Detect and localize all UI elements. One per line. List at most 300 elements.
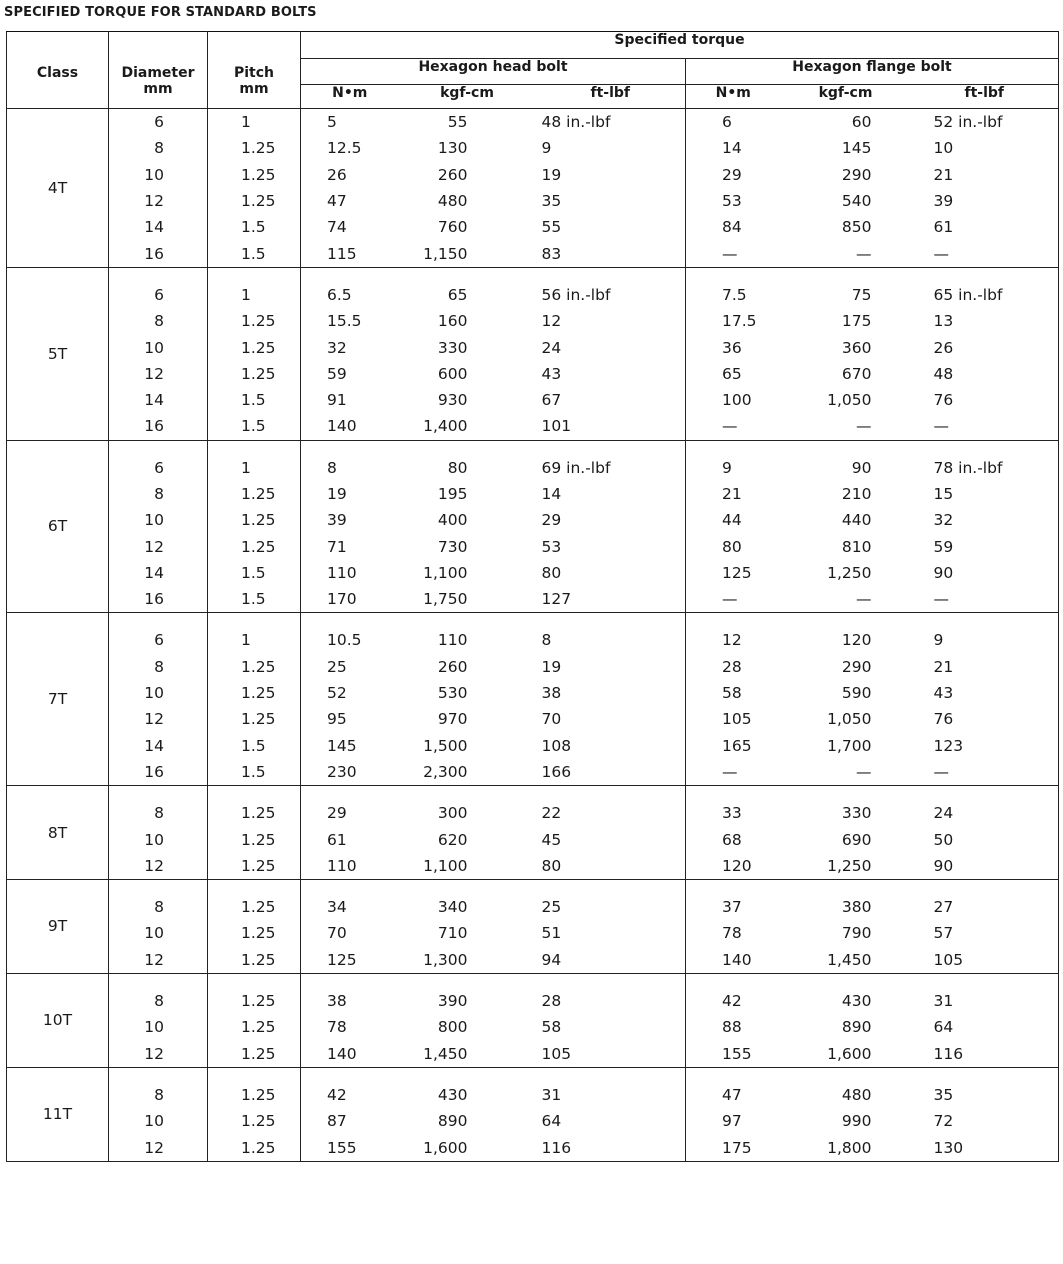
cell-diameter: 16 bbox=[109, 759, 208, 786]
cell-head-kgfcm: 620 bbox=[437, 830, 468, 849]
cell-flange-ftlbf: 26 bbox=[911, 334, 1059, 360]
cell-flange-ftlbf: 65 in.-lbf bbox=[911, 267, 1059, 308]
cell-head-nm: 25 bbox=[327, 657, 347, 676]
cell-flange-ftlbf: 76 bbox=[911, 706, 1059, 732]
cell-diameter: 6 bbox=[109, 613, 208, 654]
header-hexagon-head-bolt: Hexagon head bolt bbox=[301, 59, 686, 85]
cell-head-ftlbf: 22 bbox=[536, 786, 686, 827]
cell-head-ftlbf: 29 bbox=[536, 507, 686, 533]
cell-pitch: 1.25 bbox=[208, 826, 301, 852]
cell-diameter: 10 bbox=[109, 1108, 208, 1134]
cell-flange-ftlbf: — bbox=[911, 240, 1059, 267]
table-row bbox=[7, 507, 1059, 533]
cell-flange-nm: — bbox=[686, 759, 781, 786]
cell-flange-kgfcm: 360 bbox=[841, 338, 872, 357]
cell-head-kgfcm: 195 bbox=[437, 485, 468, 503]
cell-flange-kgfcm: 810 bbox=[841, 537, 872, 556]
cell-flange-nm: 47 bbox=[722, 1085, 742, 1104]
cell-diameter: 8 bbox=[109, 973, 208, 1014]
cell-head-kgfcm: 730 bbox=[437, 537, 468, 556]
cell-flange-ftlbf: 57 bbox=[911, 920, 1059, 946]
header-pitch-label: Pitch bbox=[233, 65, 275, 81]
header-specified-torque: Specified torque bbox=[301, 32, 1059, 59]
table-row bbox=[7, 533, 1059, 559]
cell-flange-kgfcm: 1,800 bbox=[781, 1134, 911, 1161]
cell-diameter: 14 bbox=[109, 387, 208, 413]
cell-flange-ftlbf: 13 bbox=[911, 308, 1059, 334]
cell-head-kgfcm: 400 bbox=[437, 511, 468, 530]
table-row bbox=[7, 786, 1059, 827]
cell-flange-kgfcm: — bbox=[781, 240, 911, 267]
cell-head-nm: 34 bbox=[327, 898, 347, 917]
header-pitch bbox=[208, 32, 301, 109]
cell-head-kgfcm: 480 bbox=[437, 192, 468, 211]
cell-head-ftlbf: 64 bbox=[536, 1108, 686, 1134]
cell-head-kgfcm: 1,100 bbox=[399, 853, 536, 880]
cell-diameter: 14 bbox=[109, 214, 208, 240]
class-group-6t bbox=[7, 440, 1059, 613]
cell-diameter: 12 bbox=[109, 706, 208, 732]
cell-pitch: 1.25 bbox=[208, 1041, 301, 1068]
cell-pitch: 1.25 bbox=[208, 786, 301, 827]
cell-head-ftlbf: 116 bbox=[536, 1134, 686, 1161]
cell-head-ftlbf: 8 bbox=[536, 613, 686, 654]
cell-diameter: 10 bbox=[109, 680, 208, 706]
cell-head-ftlbf: 67 bbox=[536, 387, 686, 413]
cell-flange-ftlbf: 21 bbox=[911, 654, 1059, 680]
cell-flange-nm: 17.5 bbox=[722, 312, 757, 331]
cell-head-ftlbf: 80 bbox=[536, 560, 686, 586]
cell-flange-kgfcm: 890 bbox=[841, 1018, 872, 1037]
cell-flange-kgfcm: 1,050 bbox=[827, 710, 872, 729]
table-row bbox=[7, 1134, 1059, 1161]
cell-flange-ftlbf: — bbox=[911, 586, 1059, 613]
table-row bbox=[7, 947, 1059, 974]
cell-head-kgfcm: 340 bbox=[437, 898, 468, 917]
cell-pitch: 1.25 bbox=[208, 947, 301, 974]
cell-head-ftlbf: 12 bbox=[536, 308, 686, 334]
cell-pitch: 1 bbox=[208, 613, 301, 654]
table-row bbox=[7, 733, 1059, 759]
header-flange-ftlbf: ft-lbf bbox=[911, 85, 1059, 109]
cell-flange-kgfcm: 1,250 bbox=[827, 563, 872, 582]
cell-diameter: 8 bbox=[109, 481, 208, 507]
cell-flange-ftlbf: 27 bbox=[911, 880, 1059, 921]
cell-flange-kgfcm: 120 bbox=[841, 631, 872, 650]
cell-flange-ftlbf: 130 bbox=[911, 1134, 1059, 1161]
cell-head-ftlbf: 45 bbox=[536, 826, 686, 852]
cell-head-ftlbf: 69 in.-lbf bbox=[536, 440, 686, 481]
cell-diameter: 6 bbox=[109, 267, 208, 308]
cell-class: 7T bbox=[7, 613, 109, 786]
cell-flange-kgfcm: 75 bbox=[851, 285, 872, 304]
cell-flange-nm: 6 bbox=[722, 113, 732, 132]
cell-flange-ftlbf: 90 bbox=[911, 560, 1059, 586]
cell-head-nm: 61 bbox=[327, 830, 347, 849]
cell-flange-ftlbf: 9 bbox=[911, 613, 1059, 654]
cell-head-nm: 140 bbox=[301, 413, 399, 440]
cell-diameter: 12 bbox=[109, 361, 208, 387]
cell-flange-nm: 165 bbox=[722, 736, 752, 755]
header-head-ftlbf: ft-lbf bbox=[536, 85, 686, 109]
cell-diameter: 8 bbox=[109, 308, 208, 334]
cell-pitch: 1.25 bbox=[208, 680, 301, 706]
cell-class: 8T bbox=[7, 786, 109, 880]
cell-diameter: 12 bbox=[109, 947, 208, 974]
cell-diameter: 8 bbox=[109, 135, 208, 161]
cell-flange-kgfcm: 480 bbox=[841, 1085, 872, 1104]
cell-flange-kgfcm: 790 bbox=[841, 924, 872, 943]
cell-flange-nm: 65 bbox=[722, 364, 742, 383]
cell-head-ftlbf: 19 bbox=[536, 654, 686, 680]
cell-head-kgfcm: 65 bbox=[447, 285, 468, 304]
cell-head-kgfcm: 330 bbox=[437, 338, 468, 357]
cell-pitch: 1.25 bbox=[208, 973, 301, 1014]
cell-flange-kgfcm: 380 bbox=[841, 898, 872, 917]
cell-flange-ftlbf: 15 bbox=[911, 481, 1059, 507]
page-title: SPECIFIED TORQUE FOR STANDARD BOLTS bbox=[4, 5, 317, 20]
cell-flange-kgfcm: 175 bbox=[841, 312, 872, 331]
cell-diameter: 8 bbox=[109, 1067, 208, 1108]
table-row bbox=[7, 109, 1059, 136]
table-row bbox=[7, 240, 1059, 267]
cell-head-nm: 8 bbox=[327, 458, 337, 477]
cell-head-ftlbf: 28 bbox=[536, 973, 686, 1014]
cell-head-ftlbf: 35 bbox=[536, 188, 686, 214]
table-row bbox=[7, 613, 1059, 654]
cell-flange-kgfcm: 330 bbox=[841, 804, 872, 823]
cell-head-ftlbf: 38 bbox=[536, 680, 686, 706]
cell-head-ftlbf: 83 bbox=[536, 240, 686, 267]
cell-flange-nm: 80 bbox=[722, 537, 742, 556]
cell-flange-ftlbf: — bbox=[911, 759, 1059, 786]
table-row bbox=[7, 214, 1059, 240]
cell-head-kgfcm: 260 bbox=[437, 657, 468, 676]
cell-flange-kgfcm: 1,700 bbox=[827, 736, 872, 755]
cell-flange-ftlbf: 76 bbox=[911, 387, 1059, 413]
cell-pitch: 1.25 bbox=[208, 533, 301, 559]
cell-head-kgfcm: 260 bbox=[437, 165, 468, 184]
table-row bbox=[7, 759, 1059, 786]
cell-head-kgfcm: 930 bbox=[437, 391, 468, 410]
class-group-8t bbox=[7, 786, 1059, 880]
cell-head-ftlbf: 166 bbox=[536, 759, 686, 786]
cell-head-nm: 110 bbox=[301, 853, 399, 880]
cell-pitch: 1 bbox=[208, 440, 301, 481]
cell-class: 10T bbox=[7, 973, 109, 1067]
table-row bbox=[7, 560, 1059, 586]
cell-pitch: 1.5 bbox=[208, 759, 301, 786]
cell-flange-ftlbf: 123 bbox=[911, 733, 1059, 759]
cell-head-nm: 155 bbox=[301, 1134, 399, 1161]
cell-head-kgfcm: 1,500 bbox=[423, 736, 468, 755]
cell-head-ftlbf: 108 bbox=[536, 733, 686, 759]
cell-head-kgfcm: 390 bbox=[437, 992, 468, 1011]
cell-flange-ftlbf: 52 in.-lbf bbox=[911, 109, 1059, 136]
table-row bbox=[7, 481, 1059, 507]
cell-flange-ftlbf: 105 bbox=[911, 947, 1059, 974]
cell-flange-kgfcm: 540 bbox=[841, 192, 872, 211]
cell-flange-ftlbf: 116 bbox=[911, 1041, 1059, 1068]
cell-flange-nm: 28 bbox=[722, 657, 742, 676]
cell-flange-kgfcm: — bbox=[781, 586, 911, 613]
cell-diameter: 10 bbox=[109, 1014, 208, 1040]
cell-head-ftlbf: 43 bbox=[536, 361, 686, 387]
cell-flange-nm: 97 bbox=[722, 1112, 742, 1131]
cell-diameter: 8 bbox=[109, 880, 208, 921]
cell-pitch: 1.25 bbox=[208, 188, 301, 214]
cell-flange-kgfcm: 690 bbox=[841, 830, 872, 849]
cell-head-kgfcm: 55 bbox=[447, 113, 468, 132]
cell-flange-ftlbf: — bbox=[911, 413, 1059, 440]
cell-head-kgfcm: 2,300 bbox=[399, 759, 536, 786]
cell-flange-kgfcm: 1,450 bbox=[781, 947, 911, 974]
table-row bbox=[7, 1108, 1059, 1134]
header-flange-kgfcm: kgf-cm bbox=[781, 85, 911, 109]
cell-head-kgfcm: 970 bbox=[437, 710, 468, 729]
table-row bbox=[7, 680, 1059, 706]
cell-head-nm: 145 bbox=[327, 736, 357, 755]
cell-flange-kgfcm: 145 bbox=[841, 139, 872, 158]
cell-flange-nm: 155 bbox=[686, 1041, 781, 1068]
cell-class: 4T bbox=[7, 109, 109, 268]
header-pitch-unit: mm bbox=[239, 81, 269, 97]
header-head-nm: N•m bbox=[301, 85, 399, 109]
cell-head-ftlbf: 48 in.-lbf bbox=[536, 109, 686, 136]
table-row bbox=[7, 586, 1059, 613]
cell-head-kgfcm: 710 bbox=[437, 924, 468, 943]
table-row bbox=[7, 920, 1059, 946]
cell-head-ftlbf: 19 bbox=[536, 162, 686, 188]
cell-flange-nm: 42 bbox=[722, 992, 742, 1011]
cell-flange-nm: 9 bbox=[722, 458, 732, 477]
cell-diameter: 6 bbox=[109, 440, 208, 481]
cell-pitch: 1 bbox=[208, 267, 301, 308]
cell-flange-kgfcm: 210 bbox=[841, 485, 872, 503]
table-row bbox=[7, 361, 1059, 387]
cell-flange-nm: 175 bbox=[686, 1134, 781, 1161]
cell-flange-nm: 84 bbox=[722, 218, 742, 237]
cell-pitch: 1.25 bbox=[208, 1067, 301, 1108]
cell-flange-kgfcm: — bbox=[781, 759, 911, 786]
cell-flange-nm: 105 bbox=[722, 710, 752, 729]
cell-flange-kgfcm: 850 bbox=[841, 218, 872, 237]
cell-head-ftlbf: 25 bbox=[536, 880, 686, 921]
cell-flange-ftlbf: 61 bbox=[911, 214, 1059, 240]
cell-head-nm: 230 bbox=[301, 759, 399, 786]
cell-flange-nm: 120 bbox=[686, 853, 781, 880]
cell-flange-nm: 78 bbox=[722, 924, 742, 943]
header-diameter-unit: mm bbox=[143, 81, 173, 97]
cell-flange-nm: 68 bbox=[722, 830, 742, 849]
cell-diameter: 8 bbox=[109, 786, 208, 827]
table-row bbox=[7, 654, 1059, 680]
cell-head-kgfcm: 1,600 bbox=[399, 1134, 536, 1161]
table-row bbox=[7, 973, 1059, 1014]
cell-flange-nm: 29 bbox=[722, 165, 742, 184]
cell-head-nm: 95 bbox=[327, 710, 347, 729]
cell-flange-ftlbf: 48 bbox=[911, 361, 1059, 387]
cell-pitch: 1.5 bbox=[208, 387, 301, 413]
cell-head-kgfcm: 130 bbox=[437, 139, 468, 158]
cell-flange-kgfcm: 290 bbox=[841, 657, 872, 676]
cell-head-ftlbf: 51 bbox=[536, 920, 686, 946]
class-group-4t bbox=[7, 109, 1059, 268]
cell-diameter: 12 bbox=[109, 853, 208, 880]
cell-diameter: 10 bbox=[109, 920, 208, 946]
table-row bbox=[7, 413, 1059, 440]
cell-diameter: 10 bbox=[109, 162, 208, 188]
cell-pitch: 1.25 bbox=[208, 135, 301, 161]
cell-pitch: 1.5 bbox=[208, 413, 301, 440]
cell-head-kgfcm: 1,750 bbox=[399, 586, 536, 613]
header-diameter-label: Diameter bbox=[121, 65, 195, 81]
cell-head-kgfcm: 300 bbox=[437, 804, 468, 823]
cell-class: 9T bbox=[7, 880, 109, 974]
cell-flange-nm: 36 bbox=[722, 338, 742, 357]
cell-pitch: 1.25 bbox=[208, 1108, 301, 1134]
cell-pitch: 1.25 bbox=[208, 1134, 301, 1161]
table-row bbox=[7, 334, 1059, 360]
cell-flange-nm: — bbox=[686, 240, 781, 267]
cell-diameter: 14 bbox=[109, 733, 208, 759]
cell-pitch: 1.25 bbox=[208, 507, 301, 533]
cell-head-ftlbf: 58 bbox=[536, 1014, 686, 1040]
header-hexagon-flange-bolt: Hexagon flange bolt bbox=[686, 59, 1059, 85]
cell-head-kgfcm: 890 bbox=[437, 1112, 468, 1131]
cell-head-nm: 52 bbox=[327, 684, 347, 703]
cell-diameter: 12 bbox=[109, 188, 208, 214]
cell-flange-kgfcm: — bbox=[781, 413, 911, 440]
cell-pitch: 1.5 bbox=[208, 240, 301, 267]
cell-flange-nm: — bbox=[686, 413, 781, 440]
cell-pitch: 1.25 bbox=[208, 334, 301, 360]
cell-head-kgfcm: 110 bbox=[437, 631, 468, 650]
cell-head-ftlbf: 53 bbox=[536, 533, 686, 559]
cell-head-ftlbf: 105 bbox=[536, 1041, 686, 1068]
cell-flange-nm: — bbox=[686, 586, 781, 613]
cell-head-kgfcm: 1,300 bbox=[399, 947, 536, 974]
cell-pitch: 1.25 bbox=[208, 920, 301, 946]
cell-flange-ftlbf: 78 in.-lbf bbox=[911, 440, 1059, 481]
table-row bbox=[7, 853, 1059, 880]
cell-head-ftlbf: 80 bbox=[536, 853, 686, 880]
table-row bbox=[7, 440, 1059, 481]
cell-flange-kgfcm: 60 bbox=[851, 113, 872, 132]
cell-head-ftlbf: 55 bbox=[536, 214, 686, 240]
cell-diameter: 10 bbox=[109, 826, 208, 852]
cell-flange-kgfcm: 90 bbox=[851, 458, 872, 477]
cell-diameter: 6 bbox=[109, 109, 208, 136]
header-head-kgfcm: kgf-cm bbox=[399, 85, 536, 109]
cell-head-nm: 42 bbox=[327, 1085, 347, 1104]
table-header bbox=[7, 32, 1059, 109]
cell-flange-nm: 44 bbox=[722, 511, 742, 530]
cell-head-nm: 39 bbox=[327, 511, 347, 530]
cell-flange-ftlbf: 21 bbox=[911, 162, 1059, 188]
cell-pitch: 1.5 bbox=[208, 214, 301, 240]
cell-head-nm: 6.5 bbox=[327, 285, 352, 304]
cell-flange-kgfcm: 670 bbox=[841, 364, 872, 383]
cell-flange-ftlbf: 90 bbox=[911, 853, 1059, 880]
cell-head-nm: 15.5 bbox=[327, 312, 362, 331]
cell-pitch: 1.25 bbox=[208, 481, 301, 507]
cell-flange-nm: 125 bbox=[722, 563, 752, 582]
cell-head-nm: 38 bbox=[327, 992, 347, 1011]
table-row bbox=[7, 1067, 1059, 1108]
cell-flange-ftlbf: 39 bbox=[911, 188, 1059, 214]
header-flange-nm: N•m bbox=[686, 85, 781, 109]
cell-flange-kgfcm: 1,600 bbox=[781, 1041, 911, 1068]
table-row bbox=[7, 135, 1059, 161]
cell-head-nm: 26 bbox=[327, 165, 347, 184]
table-row bbox=[7, 308, 1059, 334]
cell-head-ftlbf: 24 bbox=[536, 334, 686, 360]
cell-pitch: 1.25 bbox=[208, 880, 301, 921]
cell-head-nm: 110 bbox=[327, 563, 357, 582]
cell-flange-nm: 100 bbox=[722, 391, 752, 410]
cell-class: 11T bbox=[7, 1067, 109, 1161]
cell-flange-nm: 37 bbox=[722, 898, 742, 917]
cell-head-nm: 115 bbox=[301, 240, 399, 267]
class-group-7t bbox=[7, 613, 1059, 786]
cell-head-nm: 19 bbox=[327, 485, 347, 503]
cell-flange-ftlbf: 64 bbox=[911, 1014, 1059, 1040]
cell-diameter: 12 bbox=[109, 533, 208, 559]
cell-head-nm: 32 bbox=[327, 338, 347, 357]
table-row bbox=[7, 267, 1059, 308]
cell-flange-kgfcm: 1,250 bbox=[781, 853, 911, 880]
cell-flange-nm: 58 bbox=[722, 684, 742, 703]
cell-head-nm: 78 bbox=[327, 1018, 347, 1037]
cell-head-nm: 71 bbox=[327, 537, 347, 556]
cell-head-ftlbf: 70 bbox=[536, 706, 686, 732]
cell-flange-nm: 7.5 bbox=[722, 285, 747, 304]
cell-head-ftlbf: 9 bbox=[536, 135, 686, 161]
cell-head-kgfcm: 80 bbox=[447, 458, 468, 477]
cell-flange-nm: 14 bbox=[722, 139, 742, 158]
cell-head-nm: 47 bbox=[327, 192, 347, 211]
cell-diameter: 14 bbox=[109, 560, 208, 586]
cell-head-nm: 5 bbox=[327, 113, 337, 132]
cell-flange-nm: 88 bbox=[722, 1018, 742, 1037]
cell-diameter: 16 bbox=[109, 413, 208, 440]
cell-flange-ftlbf: 72 bbox=[911, 1108, 1059, 1134]
cell-diameter: 10 bbox=[109, 507, 208, 533]
table-row bbox=[7, 387, 1059, 413]
cell-head-nm: 70 bbox=[327, 924, 347, 943]
cell-flange-kgfcm: 990 bbox=[841, 1112, 872, 1131]
table-row bbox=[7, 706, 1059, 732]
cell-head-nm: 170 bbox=[301, 586, 399, 613]
cell-head-nm: 140 bbox=[301, 1041, 399, 1068]
cell-flange-nm: 140 bbox=[686, 947, 781, 974]
cell-flange-kgfcm: 290 bbox=[841, 165, 872, 184]
cell-diameter: 12 bbox=[109, 1134, 208, 1161]
cell-flange-ftlbf: 59 bbox=[911, 533, 1059, 559]
cell-head-ftlbf: 14 bbox=[536, 481, 686, 507]
cell-flange-kgfcm: 590 bbox=[841, 684, 872, 703]
header-class-label: Class bbox=[36, 65, 79, 81]
cell-head-kgfcm: 160 bbox=[437, 312, 468, 331]
cell-head-nm: 29 bbox=[327, 804, 347, 823]
cell-head-ftlbf: 94 bbox=[536, 947, 686, 974]
cell-pitch: 1.5 bbox=[208, 586, 301, 613]
cell-pitch: 1.25 bbox=[208, 162, 301, 188]
cell-pitch: 1 bbox=[208, 109, 301, 136]
cell-head-ftlbf: 56 in.-lbf bbox=[536, 267, 686, 308]
cell-flange-nm: 53 bbox=[722, 192, 742, 211]
